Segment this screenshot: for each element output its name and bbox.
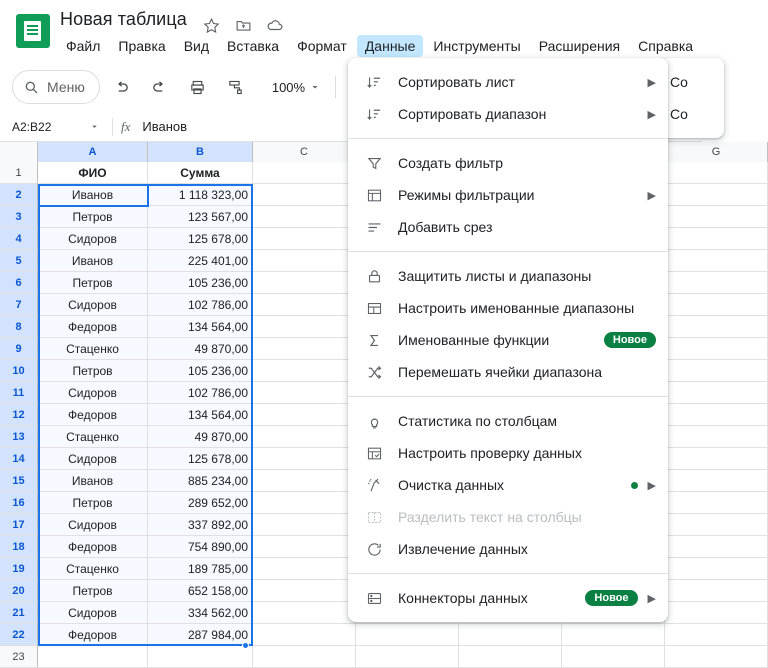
row-header-7[interactable]: 7 bbox=[0, 294, 38, 316]
cell-C18[interactable] bbox=[253, 536, 356, 558]
cell-A18[interactable]: Федоров bbox=[38, 536, 148, 558]
new-badge: Новое bbox=[585, 590, 637, 606]
menu-item-create-filter[interactable] bbox=[348, 147, 668, 179]
cell-B1[interactable]: Сумма bbox=[148, 162, 253, 184]
cell-G8[interactable] bbox=[665, 316, 768, 338]
status-dot bbox=[631, 482, 638, 489]
shuffle-icon bbox=[364, 362, 384, 382]
cell-C11[interactable] bbox=[253, 382, 356, 404]
cell-G13[interactable] bbox=[665, 426, 768, 448]
cell-A7[interactable]: Сидоров bbox=[38, 294, 148, 316]
cell-A19[interactable]: Стаценко bbox=[38, 558, 148, 580]
menu-item-label: Создать фильтр bbox=[398, 155, 503, 171]
cell-G2[interactable] bbox=[665, 184, 768, 206]
cell-E22[interactable] bbox=[459, 624, 562, 646]
row-header-5[interactable]: 5 bbox=[0, 250, 38, 272]
menu-item-data-cleanup[interactable] bbox=[348, 469, 668, 501]
cell-C6[interactable] bbox=[253, 272, 356, 294]
cell-C15[interactable] bbox=[253, 470, 356, 492]
menu-item-filter-views[interactable] bbox=[348, 179, 668, 211]
cell-A13[interactable]: Стаценко bbox=[38, 426, 148, 448]
cell-G23[interactable] bbox=[665, 646, 768, 668]
row-header-20[interactable]: 20 bbox=[0, 580, 38, 602]
extract-icon bbox=[364, 539, 384, 559]
cell-G5[interactable] bbox=[665, 250, 768, 272]
cell-G11[interactable] bbox=[665, 382, 768, 404]
cell-F23[interactable] bbox=[562, 646, 665, 668]
cell-C8[interactable] bbox=[253, 316, 356, 338]
cell-B11[interactable]: 102 786,00 bbox=[148, 382, 253, 404]
cleanup-icon bbox=[364, 475, 384, 495]
toolbar-menu-button[interactable] bbox=[12, 70, 100, 104]
cell-B12[interactable]: 134 564,00 bbox=[148, 404, 253, 426]
cell-A3[interactable]: Петров bbox=[38, 206, 148, 228]
cell-G16[interactable] bbox=[665, 492, 768, 514]
menu-item-label: Защитить листы и диапазоны bbox=[398, 268, 592, 284]
menu-item-data-validation[interactable] bbox=[348, 437, 668, 469]
row-header-6[interactable]: 6 bbox=[0, 272, 38, 294]
new-badge: Новое bbox=[604, 332, 656, 348]
cell-A10[interactable]: Петров bbox=[38, 360, 148, 382]
row-header-3[interactable]: 3 bbox=[0, 206, 38, 228]
menu-item-data-extraction[interactable] bbox=[348, 533, 668, 565]
cell-C13[interactable] bbox=[253, 426, 356, 448]
menu-data[interactable]: Данные bbox=[357, 35, 424, 57]
cell-A15[interactable]: Иванов bbox=[38, 470, 148, 492]
lock-icon bbox=[364, 266, 384, 286]
cell-C21[interactable] bbox=[253, 602, 356, 624]
cell-C14[interactable] bbox=[253, 448, 356, 470]
column-header-g[interactable]: G bbox=[665, 142, 768, 162]
menu-bar bbox=[58, 35, 701, 57]
menu-separator bbox=[348, 138, 668, 139]
split-text-icon bbox=[364, 507, 384, 527]
cell-A16[interactable]: Петров bbox=[38, 492, 148, 514]
cell-C5[interactable] bbox=[253, 250, 356, 272]
chevron-right-icon: ▶ bbox=[647, 108, 656, 121]
secondary-menu-item-2[interactable]: Со bbox=[670, 106, 688, 122]
row-header-17[interactable]: 17 bbox=[0, 514, 38, 536]
document-title[interactable]: Новая таблица bbox=[60, 9, 187, 29]
cell-G4[interactable] bbox=[665, 228, 768, 250]
cell-E23[interactable] bbox=[459, 646, 562, 668]
cell-G3[interactable] bbox=[665, 206, 768, 228]
cell-B4[interactable]: 125 678,00 bbox=[148, 228, 253, 250]
row-header-4[interactable]: 4 bbox=[0, 228, 38, 250]
chevron-down-icon[interactable] bbox=[89, 121, 100, 132]
toolbar-menu-label: Меню bbox=[47, 79, 85, 95]
cell-G9[interactable] bbox=[665, 338, 768, 360]
row-header-23[interactable]: 23 bbox=[0, 646, 38, 668]
row-header-1[interactable]: 1 bbox=[0, 162, 38, 184]
cell-A12[interactable]: Федоров bbox=[38, 404, 148, 426]
chevron-right-icon: ▶ bbox=[647, 479, 656, 492]
row-header-22[interactable]: 22 bbox=[0, 624, 38, 646]
row-header-14[interactable]: 14 bbox=[0, 448, 38, 470]
cell-B10[interactable]: 105 236,00 bbox=[148, 360, 253, 382]
cell-B14[interactable]: 125 678,00 bbox=[148, 448, 253, 470]
cell-G21[interactable] bbox=[665, 602, 768, 624]
cell-A17[interactable]: Сидоров bbox=[38, 514, 148, 536]
cell-D22[interactable] bbox=[356, 624, 459, 646]
cell-A5[interactable]: Иванов bbox=[38, 250, 148, 272]
undo-button[interactable] bbox=[106, 71, 138, 103]
cell-G10[interactable] bbox=[665, 360, 768, 382]
cell-A23[interactable] bbox=[38, 646, 148, 668]
filter-icon bbox=[364, 153, 384, 173]
menu-item-sort-range[interactable] bbox=[348, 98, 668, 130]
menu-help[interactable]: Справка bbox=[638, 38, 694, 54]
cloud-saved-icon[interactable] bbox=[264, 14, 286, 36]
star-icon[interactable] bbox=[200, 14, 222, 36]
menu-item-label: Сортировать лист bbox=[398, 74, 515, 90]
cell-B6[interactable]: 105 236,00 bbox=[148, 272, 253, 294]
cell-B21[interactable]: 334 562,00 bbox=[148, 602, 253, 624]
cell-G17[interactable] bbox=[665, 514, 768, 536]
cell-C20[interactable] bbox=[253, 580, 356, 602]
cell-D23[interactable] bbox=[356, 646, 459, 668]
cell-B5[interactable]: 225 401,00 bbox=[148, 250, 253, 272]
chevron-right-icon: ▶ bbox=[647, 76, 656, 89]
menu-extensions[interactable]: Расширения bbox=[538, 38, 621, 54]
menu-view[interactable]: Вид bbox=[183, 38, 210, 54]
cell-B15[interactable]: 885 234,00 bbox=[148, 470, 253, 492]
name-box-value: A2:B22 bbox=[12, 119, 52, 134]
data-menu-popup bbox=[348, 58, 668, 622]
cell-C22[interactable] bbox=[253, 624, 356, 646]
redo-button[interactable] bbox=[144, 71, 176, 103]
cell-G1[interactable] bbox=[665, 162, 768, 184]
chevron-right-icon: ▶ bbox=[647, 189, 656, 202]
cell-C9[interactable] bbox=[253, 338, 356, 360]
move-to-folder-icon[interactable] bbox=[232, 14, 254, 36]
menu-item-label: Извлечение данных bbox=[398, 541, 528, 557]
row-header-12[interactable]: 12 bbox=[0, 404, 38, 426]
menu-item-column-stats[interactable] bbox=[348, 405, 668, 437]
cell-C10[interactable] bbox=[253, 360, 356, 382]
formula-bar-divider bbox=[112, 118, 113, 136]
menu-item-label: Перемешать ячейки диапазона bbox=[398, 364, 603, 380]
cell-G7[interactable] bbox=[665, 294, 768, 316]
sigma-icon bbox=[364, 330, 384, 350]
menu-item-label: Очистка данных bbox=[398, 477, 505, 493]
cell-B9[interactable]: 49 870,00 bbox=[148, 338, 253, 360]
row-header-10[interactable]: 10 bbox=[0, 360, 38, 382]
search-icon bbox=[23, 79, 39, 95]
zoom-value: 100% bbox=[271, 79, 306, 95]
cell-C12[interactable] bbox=[253, 404, 356, 426]
cell-C2[interactable] bbox=[253, 184, 356, 206]
column-header-b[interactable]: B bbox=[148, 142, 253, 162]
paint-format-button[interactable] bbox=[220, 71, 252, 103]
row-header-13[interactable]: 13 bbox=[0, 426, 38, 448]
menu-item-data-connectors[interactable] bbox=[348, 582, 668, 614]
formula-input[interactable]: Иванов bbox=[142, 119, 188, 134]
row-header-2[interactable]: 2 bbox=[0, 184, 38, 206]
row-header-9[interactable]: 9 bbox=[0, 338, 38, 360]
column-header-a[interactable]: A bbox=[38, 142, 148, 162]
menu-item-label: Статистика по столбцам bbox=[398, 413, 558, 429]
cell-G14[interactable] bbox=[665, 448, 768, 470]
named-ranges-icon bbox=[364, 298, 384, 318]
menu-item-named-functions[interactable] bbox=[348, 324, 668, 356]
menu-file[interactable]: Файл bbox=[66, 38, 101, 54]
sort-az-icon bbox=[364, 72, 384, 92]
menu-item-sort-sheet[interactable] bbox=[348, 66, 668, 98]
cell-A9[interactable]: Стаценко bbox=[38, 338, 148, 360]
menu-insert[interactable]: Вставка bbox=[227, 38, 280, 54]
menu-item-label: Разделить текст на столбцы bbox=[398, 509, 582, 525]
row-header-19[interactable]: 19 bbox=[0, 558, 38, 580]
column-header-c[interactable]: C bbox=[253, 142, 356, 162]
cell-A1[interactable]: ФИО bbox=[38, 162, 148, 184]
menu-item-randomize-range[interactable] bbox=[348, 356, 668, 388]
menu-item-protect-sheets[interactable] bbox=[348, 260, 668, 292]
cell-C23[interactable] bbox=[253, 646, 356, 668]
cell-A8[interactable]: Федоров bbox=[38, 316, 148, 338]
sort-range-icon bbox=[364, 104, 384, 124]
cell-C16[interactable] bbox=[253, 492, 356, 514]
menu-separator bbox=[348, 251, 668, 252]
cell-C4[interactable] bbox=[253, 228, 356, 250]
cell-G15[interactable] bbox=[665, 470, 768, 492]
cell-B18[interactable]: 754 890,00 bbox=[148, 536, 253, 558]
cell-B7[interactable]: 102 786,00 bbox=[148, 294, 253, 316]
menu-item-label: Режимы фильтрации bbox=[398, 187, 535, 203]
cell-C1[interactable] bbox=[253, 162, 356, 184]
chevron-down-icon bbox=[309, 81, 321, 93]
menu-item-split-text bbox=[348, 501, 668, 533]
secondary-menu-popup bbox=[660, 58, 724, 138]
menu-edit[interactable]: Правка bbox=[118, 38, 166, 54]
sheets-logo-icon bbox=[16, 14, 50, 48]
row-header-11[interactable]: 11 bbox=[0, 382, 38, 404]
cell-B8[interactable]: 134 564,00 bbox=[148, 316, 253, 338]
cell-A14[interactable]: Сидоров bbox=[38, 448, 148, 470]
print-button[interactable] bbox=[182, 71, 214, 103]
menu-item-label: Именованные функции bbox=[398, 332, 550, 348]
fx-icon: fx bbox=[121, 118, 131, 134]
cell-B3[interactable]: 123 567,00 bbox=[148, 206, 253, 228]
row-header-18[interactable]: 18 bbox=[0, 536, 38, 558]
connector-icon bbox=[364, 588, 384, 608]
cell-B22[interactable]: 287 984,00 bbox=[148, 624, 253, 646]
selection-fill-handle[interactable] bbox=[242, 642, 249, 649]
toolbar-divider bbox=[335, 76, 336, 98]
cell-C3[interactable] bbox=[253, 206, 356, 228]
zoom-selector[interactable] bbox=[264, 72, 325, 102]
name-box[interactable] bbox=[8, 116, 104, 138]
stats-icon bbox=[364, 411, 384, 431]
menu-format[interactable]: Формат bbox=[297, 38, 347, 54]
cell-C19[interactable] bbox=[253, 558, 356, 580]
cell-G12[interactable] bbox=[665, 404, 768, 426]
title-bar bbox=[0, 0, 702, 62]
menu-tools[interactable]: Инструменты bbox=[433, 38, 521, 54]
cell-A4[interactable]: Сидоров bbox=[38, 228, 148, 250]
chevron-right-icon: ▶ bbox=[647, 592, 656, 605]
menu-item-label: Настроить проверку данных bbox=[398, 445, 582, 461]
cell-A22[interactable]: Федоров bbox=[38, 624, 148, 646]
row-header-15[interactable]: 15 bbox=[0, 470, 38, 492]
cell-A11[interactable]: Сидоров bbox=[38, 382, 148, 404]
cell-A21[interactable]: Сидоров bbox=[38, 602, 148, 624]
cell-C7[interactable] bbox=[253, 294, 356, 316]
menu-separator bbox=[348, 396, 668, 397]
menu-item-label: Сортировать диапазон bbox=[398, 106, 547, 122]
slicer-icon bbox=[364, 217, 384, 237]
cell-G18[interactable] bbox=[665, 536, 768, 558]
cell-B17[interactable]: 337 892,00 bbox=[148, 514, 253, 536]
cell-C17[interactable] bbox=[253, 514, 356, 536]
cell-G6[interactable] bbox=[665, 272, 768, 294]
menu-item-label: Коннекторы данных bbox=[398, 590, 528, 606]
menu-item-named-ranges[interactable] bbox=[348, 292, 668, 324]
cell-B19[interactable]: 189 785,00 bbox=[148, 558, 253, 580]
row-header-8[interactable]: 8 bbox=[0, 316, 38, 338]
menu-item-add-slicer[interactable] bbox=[348, 211, 668, 243]
cell-B16[interactable]: 289 652,00 bbox=[148, 492, 253, 514]
secondary-menu-item-1[interactable]: Со bbox=[670, 74, 688, 90]
cell-G19[interactable] bbox=[665, 558, 768, 580]
cell-A20[interactable]: Петров bbox=[38, 580, 148, 602]
cell-G22[interactable] bbox=[665, 624, 768, 646]
cell-F22[interactable] bbox=[562, 624, 665, 646]
row-header-16[interactable]: 16 bbox=[0, 492, 38, 514]
cell-G20[interactable] bbox=[665, 580, 768, 602]
cell-A6[interactable]: Петров bbox=[38, 272, 148, 294]
filter-views-icon bbox=[364, 185, 384, 205]
menu-separator bbox=[348, 573, 668, 574]
cell-B2[interactable]: 1 118 323,00 bbox=[148, 184, 253, 206]
row-header-21[interactable]: 21 bbox=[0, 602, 38, 624]
validation-icon bbox=[364, 443, 384, 463]
menu-item-label: Настроить именованные диапазоны bbox=[398, 300, 635, 316]
cell-B23[interactable] bbox=[148, 646, 253, 668]
select-all-corner[interactable] bbox=[0, 142, 38, 162]
cell-B20[interactable]: 652 158,00 bbox=[148, 580, 253, 602]
cell-B13[interactable]: 49 870,00 bbox=[148, 426, 253, 448]
cell-A2[interactable]: Иванов bbox=[38, 184, 148, 206]
menu-item-label: Добавить срез bbox=[398, 219, 493, 235]
title-icon-group bbox=[200, 14, 286, 36]
